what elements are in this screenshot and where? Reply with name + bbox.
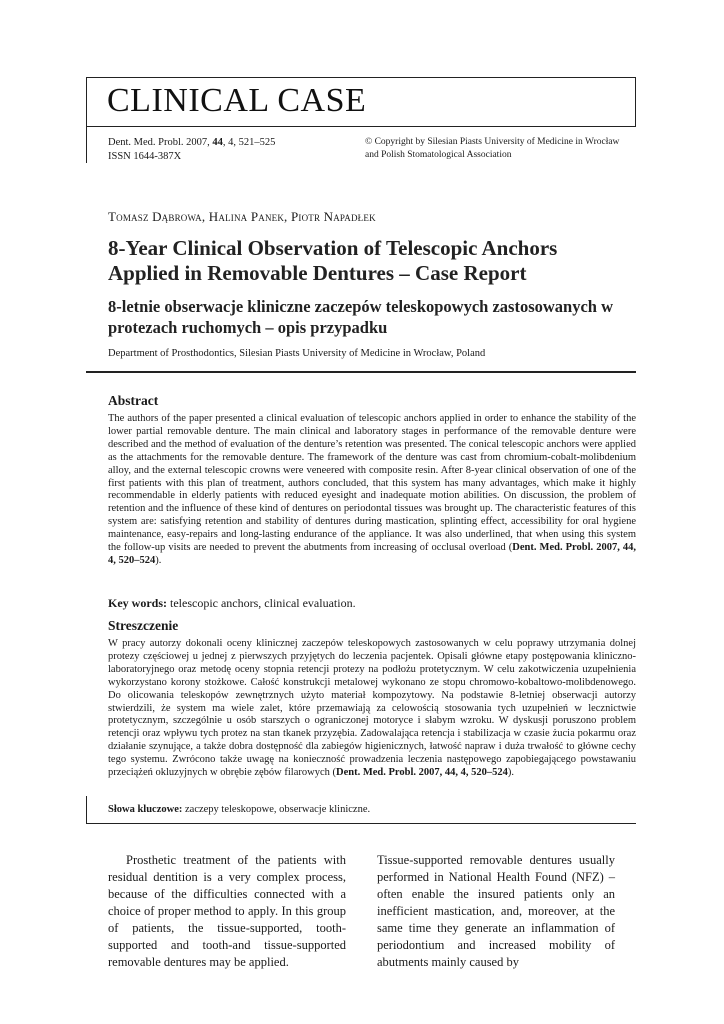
citation-volume: 44 (212, 137, 223, 148)
journal-section-title: CLINICAL CASE (107, 82, 367, 119)
streszczenie-end: ). (507, 767, 514, 779)
copyright-block (365, 136, 635, 162)
citation-line (108, 136, 275, 150)
abstract-citation: Dent. Med. Probl. 2007, 44, 4, 520–524 (108, 542, 636, 566)
keywords-label: Key words: (108, 596, 167, 610)
abstract-heading: Abstract (108, 393, 159, 408)
article-title-pl: 8-letnie obserwacje kliniczne zaczepów teleskopowych zastosowanych w protezach ruchomych – opis przypadku (108, 297, 614, 337)
body-left-column: Prosthetic treatment of the patients with residual dentition is a very complex process, because of the difficulties connected with a choice of proper method to apply. In this group of patients, the tissue-supported, tooth-supported and tooth-and tissue-supported removable dentures may be applied. (108, 853, 346, 969)
affiliation: Department of Prosthodontics, Silesian Piasts University of Medicine in Wrocław, Poland (108, 348, 486, 359)
body-right-column: Tissue-supported removable dentures usually performed in National Health Found (NFZ) – often enable the insured patients only an inefficient mastication, and, moreover, at the same time they generate an inflammation of periodontium and increased mobility of abutments mainly caused by (377, 853, 615, 969)
citation-suffix: , 4, 521–525 (222, 137, 276, 148)
copyright-line-1: © Copyright by Silesian Piasts University of Medicine in Wrocław (365, 137, 620, 147)
abstract-body: The authors of the paper presented a clinical evaluation of telescopic anchors applied in order to enhance the stability of the lower partial removable denture. The main clinical and laboratory stages in performance of the removable denture were described and the method of evaluation of the denture’s retention was presented. The conical telescopic anchors were applied as the attachments for the removable denture. The framework of the denture was cast from chromium-cobalt-molibdenium alloy, and the external telescopic crowns were veneered with composite resin. After 8-year clinical observation of one of the first patients with this plan of treatment, authors concluded, that this system has many advantages, which make it highly recommendable in elderly patients with reduced eyesight and inadequate motion abilities. On discussion, the problem of retention and the influence of these kind of dentures on periodontal tissues was brought up. The characteristic features of this system are: satisfying retention and stability of dentures during mastication, splinting effect, accessibility for oral hygiene maintenance, easy-repairs and long-lasting endurance of the appliance. It was also underlined, that when using this system the follow-up visits are needed to prevent the abutments from increasing of occlusal overload ( (108, 413, 636, 554)
keywords-pl-values: zaczepy teleskopowe, obserwacje kliniczne. (182, 804, 371, 815)
citation-block (108, 136, 275, 164)
streszczenie-text (108, 638, 636, 780)
copyright-line-2: and Polish Stomatological Association (365, 150, 512, 160)
section-divider (86, 371, 636, 373)
keywords-en (108, 596, 356, 611)
abstract-end: ). (155, 554, 162, 566)
issn: ISSN 1644-387X (108, 151, 182, 162)
streszczenie-citation: Dent. Med. Probl. 2007, 44, 4, 520–524 (335, 767, 508, 779)
abstract-text (108, 413, 636, 568)
authors: Tomasz Dąbrowa, Halina Panek, Piotr Napadłek (108, 209, 376, 224)
article-title-en: 8-Year Clinical Observation of Telescopic Anchors Applied in Removable Dentures – Case Report (108, 236, 558, 285)
header-info-rule (86, 127, 87, 163)
keywords-pl (108, 804, 370, 815)
streszczenie-body: W pracy autorzy dokonali oceny klinicznej zaczepów teleskopowych zastosowanych w celu poprawy utrzymania dolnej protezy częściowej u jednej z pierwszych przyjętych do leczenia pacjentek. Opisali główne etapy postępowania kliniczno-laboratoryjnego oraz metodę oceny stopnia retencji protezy na podłożu protetycznym. W celu zakotwiczenia uzupełnienia wykorzystano korony stożkowe. Całość konstrukcji metalowej wykonano ze stopu chromowo-kobaltowo-molibdenowego. Do olicowania teleskopów zewnętrznych użyto materiał kompozytowy. Na podstawie 8-letniej obserwacji autorzy stwierdzili, że system ma wiele zalet, które przemawiają za celowością stosowania tych uzupełnień w lecznictwie protetycznym, szczególnie u osób starszych o ograniczonej motoryce i słabym wzroku. W dyskusji poruszono problem retencji oraz wpływu tych protez na stan tkanek przyzębia. Zadowalająca retencja i stabilizacja w czasie żucia pokarmu oraz działanie szynujące, a także dobra dostępność dla zabiegów higienicznych, łatwość napraw i duża trwałość to główne cechy tego systemu. Zwrócono także uwagę na konieczność prowadzenia leczenia następowego zapobiegającego powstawaniu przeciążeń okluzyjnych w obrębie zębów filarowych ( (108, 638, 636, 779)
keywords-pl-left-rule (86, 796, 87, 824)
keywords-values: telescopic anchors, clinical evaluation. (167, 596, 356, 610)
journal-header-box (86, 77, 636, 127)
streszczenie-heading: Streszczenie (108, 618, 179, 633)
keywords-pl-label: Słowa kluczowe: (108, 804, 183, 815)
citation-prefix: Dent. Med. Probl. 2007, (108, 137, 213, 148)
keywords-pl-bottom-rule (86, 823, 636, 824)
